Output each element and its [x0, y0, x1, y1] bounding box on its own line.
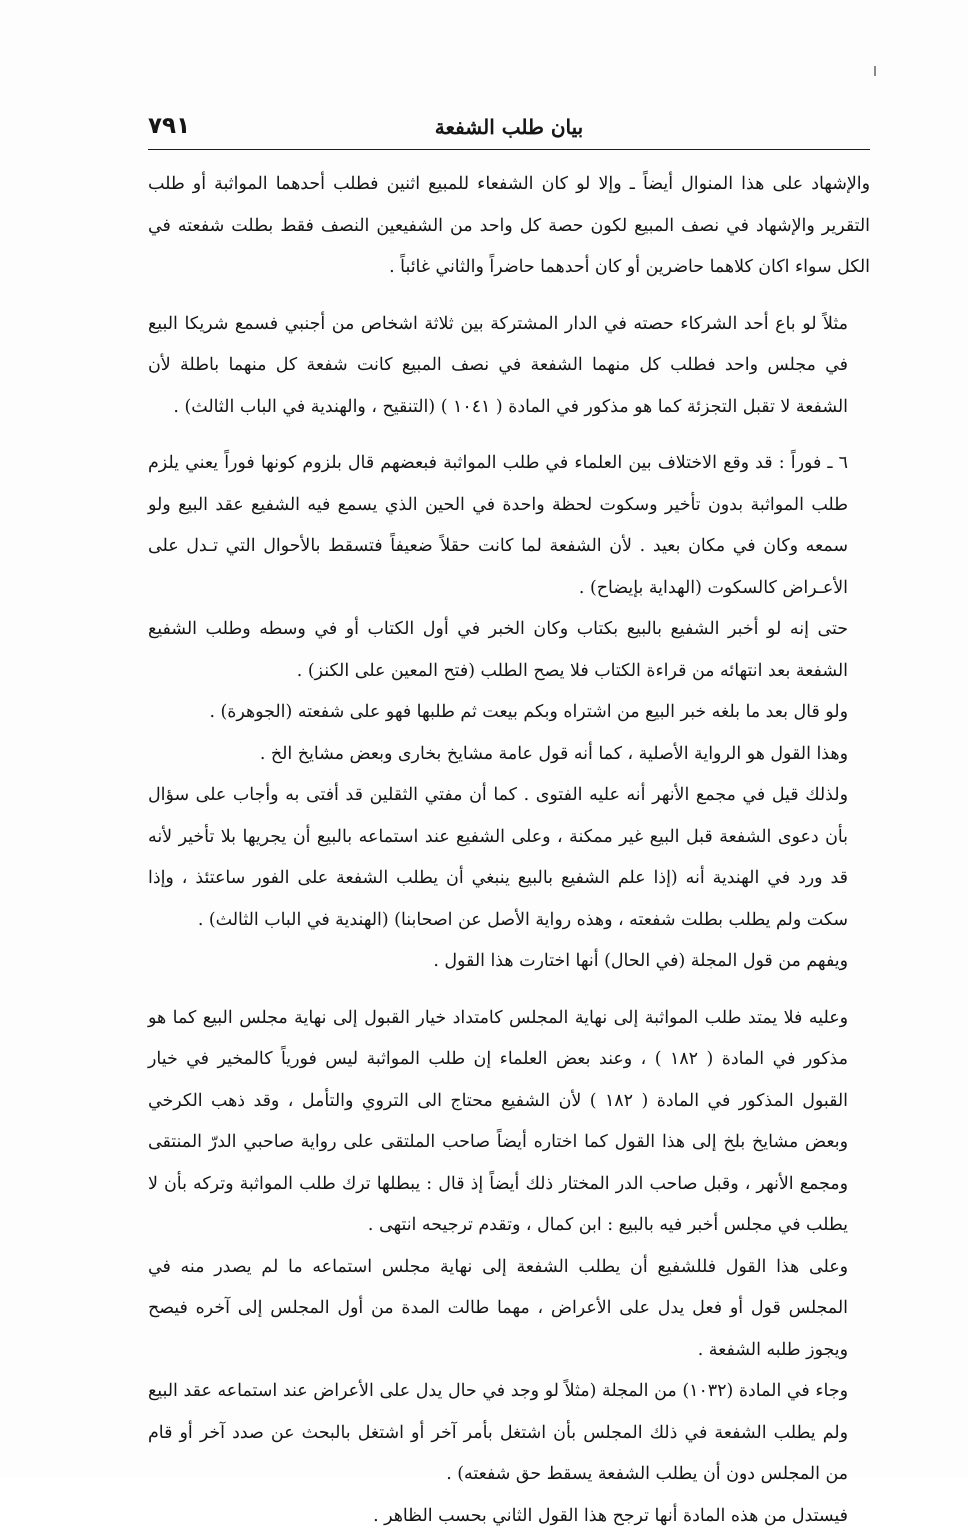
page-body [148, 164, 870, 1537]
paragraph-1: والإشهاد على هذا المنوال أيضاً ـ وإلا لو كان الشفعاء للمبيع اثنين فطلب أحدهما المواثبة أو طلب التقرير والإشهاد في نصف المبيع لكون حصة كل واحد من الشفيعين النصف فقط بطلت شفعته في الكل سواء اكان كلاهما حاضرين أو كان أحدهما حاضراً والثاني غائباً . [148, 164, 870, 289]
paragraph-8: ويفهم من قول المجلة (في الحال) أنها اختارت هذا القول . [148, 941, 870, 983]
paragraph-12: فيستدل من هذه المادة أنها ترجح هذا القول الثاني بحسب الظاهر . [148, 1496, 870, 1537]
page-number: ٧٩١ [148, 113, 190, 139]
paragraph-3: ٦ ـ فوراً : قد وقع الاختلاف بين العلماء في طلب المواثبة فبعضهم قال بلزوم كونها فوراً يعني يلزم طلب المواثبة بدون تأخير وسكوت لحظة واحدة في الحين الذي يسمع فيه الشفيع عقد البيع ولو سمعه وكان في مكان بعيد . لأن الشفعة لما كانت حقلاً ضعيفاً فتسقط بالأحوال التي تـدل على الأعـراض كالسكوت (الهداية بإيضاح) . [148, 443, 870, 609]
paragraph-11: وجاء في المادة (١٠٣٢) من المجلة (مثلاً لو وجد في حال يدل على الأعراض عند استماعه عقد البيع ولم يطلب الشفعة في ذلك المجلس بأن اشتغل بأمر آخر أو اشتغل بالبحث عن صدد آخر أو قام من المجلس دون أن يطلب الشفعة يسقط حق شفعته) . [148, 1371, 870, 1496]
paragraph-6: وهذا القول هو الرواية الأصلية ، كما أنه قول عامة مشايخ بخارى وبعض مشايخ الخ . [148, 734, 870, 776]
margin-mark [874, 66, 876, 76]
paragraph-5: ولو قال بعد ما بلغه خبر البيع من اشتراه وبكم بيعت ثم طلبها فهو على شفعته (الجوهرة) . [148, 692, 870, 734]
paragraph-9: وعليه فلا يمتد طلب المواثبة إلى نهاية المجلس كامتداد خيار القبول إلى نهاية مجلس البيع كما هو مذكور في المادة ( ١٨٢ ) ، وعند بعض العلماء إن طلب المواثبة ليس فورياً كالمخير في خيار القبول المذكور في المادة ( ١٨٢ ) لأن الشفيع محتاج الى التروي والتأمل ، وقد ذهب الكرخي وبعض مشايخ بلخ إلى هذا القول كما اختاره أيضاً صاحب الملتقى على رواية صاحبي الدرّ المنتقى ومجمع الأنهر ، وقبل صاحب الدر المختار ذلك أيضاً إذ قال : يبطلها ترك طلب المواثبة وتركه بأن لا يطلب في مجلس أخبر فيه بالبيع : ابن كمال ، وتقدم ترجيحه انتهى . [148, 998, 870, 1247]
paragraph-10: وعلى هذا القول فللشفيع أن يطلب الشفعة إلى نهاية مجلس استماعه ما لم يصدر منه في المجلس قول أو فعل يدل على الأعراض ، مهما طالت المدة من أول المجلس إلى آخره فيصح ويجوز طلبه الشفعة . [148, 1247, 870, 1372]
paragraph-4: حتى إنه لو أخبر الشفيع بالبيع بكتاب وكان الخبر في أول الكتاب أو في وسطه وطلب الشفيع الشفعة بعد انتهائه من قراءة الكتاب فلا يصح الطلب (فتح المعين على الكنز) . [148, 609, 870, 692]
page-header [148, 113, 870, 150]
paragraph-7: ولذلك قيل في مجمع الأنهر أنه عليه الفتوى . كما أن مفتي الثقلين قد أفتى به وأجاب على سؤال بأن دعوى الشفعة قبل البيع غير ممكنة ، وعلى الشفيع عند استماعه بالبيع أن يجريها بلا تأخير لأنه قد ورد في الهندية أنه (إذا علم الشفيع بالبيع ينبغي أن يطلب الشفعة على الفور ساعتئذ ، وإذا سكت ولم يطلب بطلت شفعته ، وهذه رواية الأصل عن اصحابنا) (الهندية في الباب الثالث) . [148, 775, 870, 941]
running-title: بيان طلب الشفعة [148, 115, 870, 139]
paragraph-2: مثلاً لو باع أحد الشركاء حصته في الدار المشتركة بين ثلاثة اشخاص من أجنبي فسمع شريكا البيع في مجلس واحد فطلب كل منهما الشفعة في نصف المبيع كانت شفعة كل منهما باطلة لأن الشفعة لا تقبل التجزئة كما هو مذكور في المادة ( ١٠٤١ ) (التنقيح ، والهندية في الباب الثالث) . [148, 304, 870, 429]
